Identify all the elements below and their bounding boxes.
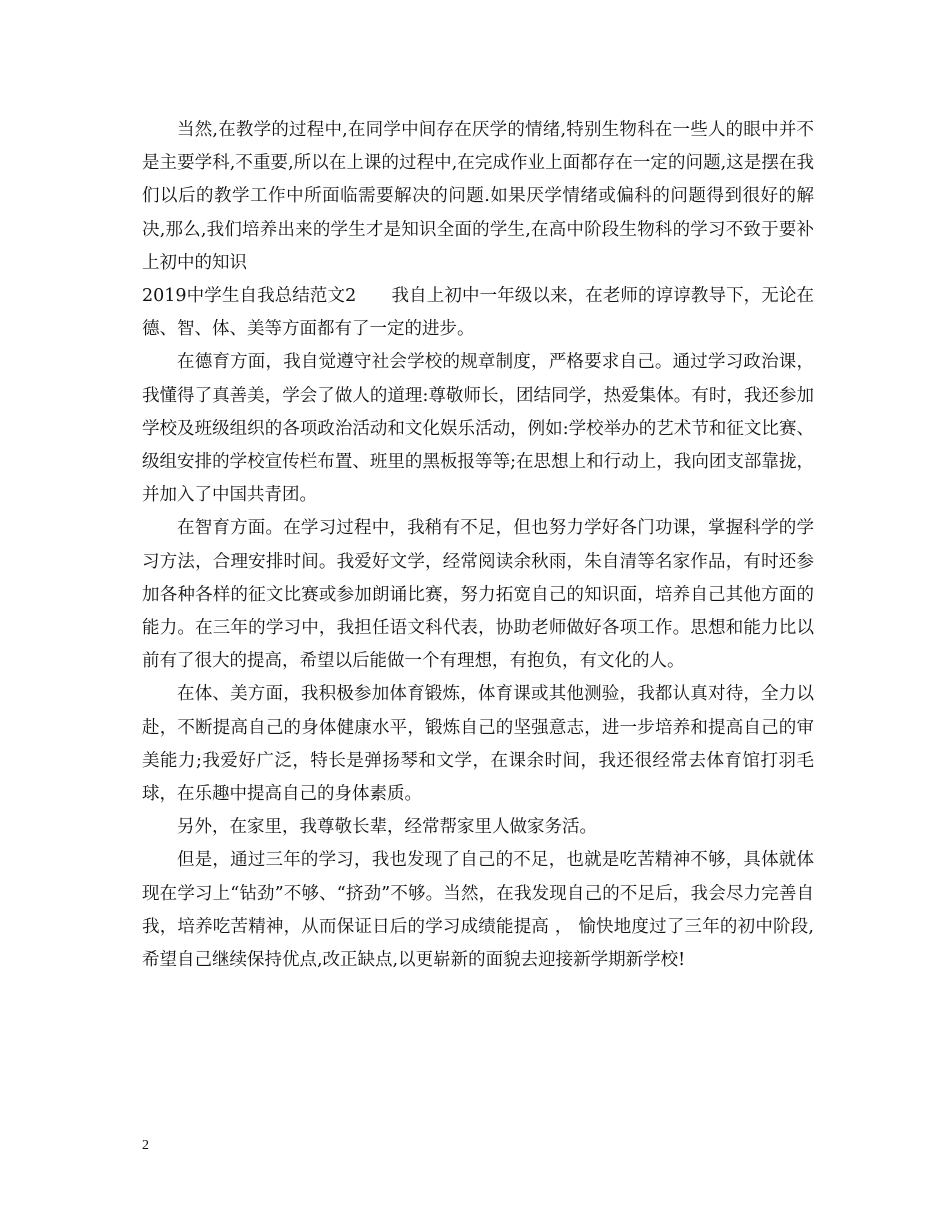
page-number: 2 xyxy=(142,1138,149,1153)
paragraph-intellectual-education: 在智育方面。在学习过程中，我稍有不足，但也努力学好各门功课，掌握科学的学习方法，合理安排时间。我爱好文学，经常阅读余秋雨，朱自清等名家作品，有时还参加各种各样的征文比赛或参加朗诵比赛，努力拓宽自己的知识面，培养自己其他方面的能力。在三年的学习中，我担任语文科代表，协助老师做好各项工作。思想和能力比以前有了很大的提高，希望以后能做一个有理想，有抱负，有文化的人。 xyxy=(142,518,814,672)
paragraph-summary-title: 2019中学生自我总结范文2 我自上初中一年级以来，在老师的谆谆教导下，无论在德、智、体、美等方面都有了一定的进步。 xyxy=(142,286,814,340)
document-body xyxy=(142,114,814,977)
paragraph-moral-education: 在德育方面，我自觉遵守社会学校的规章制度，严格要求自己。通过学习政治课，我懂得了真善美，学会了做人的道理:尊敬师长，团结同学，热爱集体。有时，我还参加学校及班级组织的各项政治活动和文化娱乐活动，例如:学校举办的艺术节和征文比赛、级组安排的学校宣传栏布置、班里的黑板报等等;在思想上和行动上，我向团支部靠拢，并加入了中国共青团。 xyxy=(142,352,814,506)
paragraph-physical-aesthetic: 在体、美方面，我积极参加体育锻炼，体育课或其他测验，我都认真对待，全力以赴，不断提高自己的身体健康水平，锻炼自己的坚强意志，进一步培养和提高自己的审美能力;我爱好广泛，特长是弹扬琴和文学，在课余时间，我还很经常去体育馆打羽毛球，在乐趣中提高自己的身体素质。 xyxy=(142,684,814,805)
paragraph-home-life: 另外，在家里，我尊敬长辈，经常帮家里人做家务活。 xyxy=(177,817,597,838)
paragraph-biology-teaching: 当然,在教学的过程中,在同学中间存在厌学的情绪,特别生物科在一些人的眼中并不是主要学科,不重要,所以在上课的过程中,在完成作业上面都存在一定的问题,这是摆在我们以后的教学工作中所面临需要解决的问题.如果厌学情绪或偏科的问题得到很好的解决,那么,我们培养出来的学生才是知识全面的学生,在高中阶段生物科的学习不致于要补上初中的知识 xyxy=(142,120,814,273)
paragraph-shortcomings: 但是，通过三年的学习，我也发现了自己的不足，也就是吃苦精神不够，具体就体现在学习上“钻劲”不够、“挤劲”不够。当然，在我发现自己的不足后，我会尽力完善自我，培养吃苦精神，从而保证日后的学习成绩能提高 ， 愉快地度过了三年的初中阶段,希望自己继续保持优点,改正缺点,以更崭新的面貌去迎接新学期新学校! xyxy=(142,850,814,971)
